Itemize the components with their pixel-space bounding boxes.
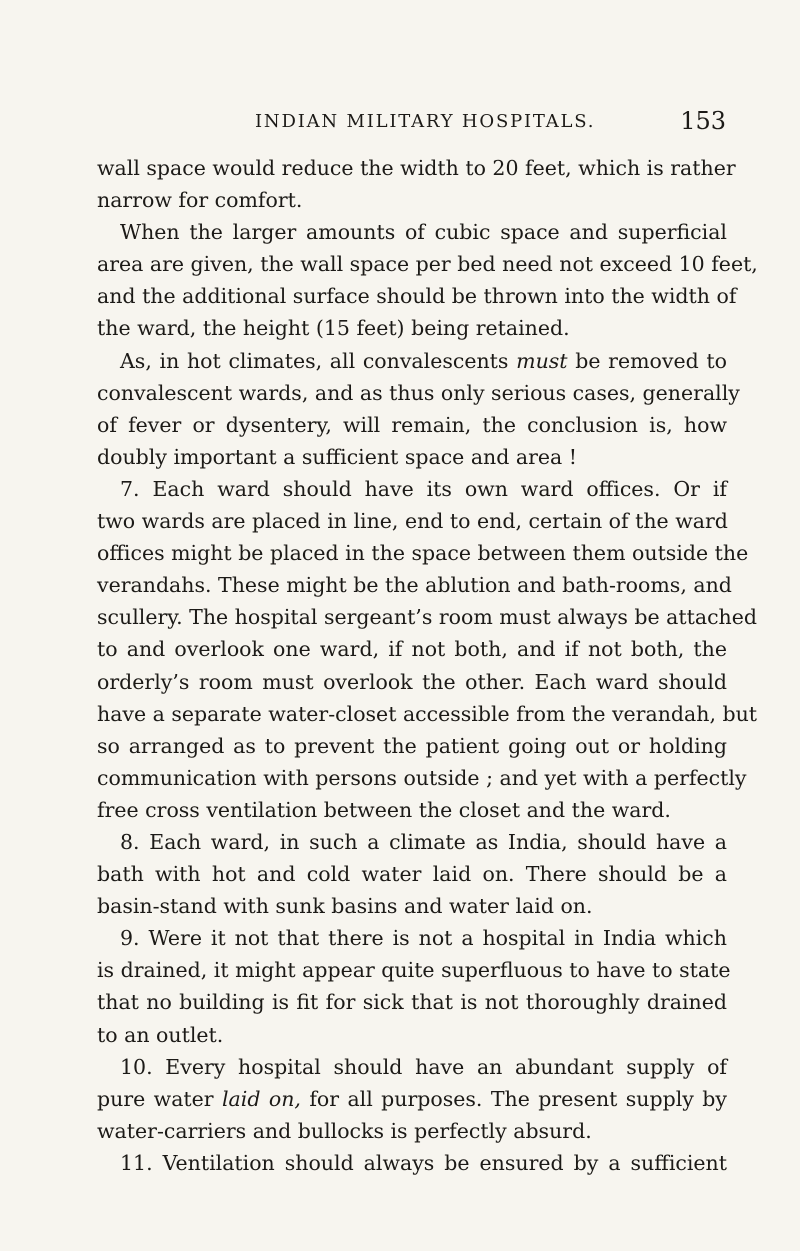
text-line: [97, 1083, 727, 1115]
text-line: communication with persons outside ; and yet with a perfectly: [97, 765, 747, 790]
text-line: 9. Were it not that there is not a hospital in India which: [120, 926, 727, 951]
text-line: area are given, the wall space per bed need not exceed 10 feet,: [97, 252, 758, 277]
text-line: [97, 345, 727, 377]
text-line: 10. Every hospital should have an abundant supply of: [120, 1054, 727, 1079]
text-line: and the additional surface should be thrown into the width of: [97, 284, 737, 309]
text-line: that no building is fit for sick that is not thoroughly drained: [97, 990, 727, 1015]
text-line: is drained, it might appear quite superfluous to have to state: [97, 958, 731, 983]
text-line: 8. Each ward, in such a climate as India, should have a: [120, 829, 727, 854]
running-title: INDIAN MILITARY HOSPITALS.: [255, 111, 596, 132]
text-line: When the larger amounts of cubic space and superficial: [120, 220, 727, 245]
text-line: narrow for comfort.: [97, 188, 303, 213]
text-segment: be removed to: [567, 348, 727, 373]
text-segment: As, in hot climates, all convalescents: [120, 348, 517, 373]
text-line: convalescent wards, and as thus only serious cases, generally: [97, 380, 740, 405]
page-number: 153: [680, 107, 726, 135]
text-line: the ward, the height (15 feet) being retained.: [97, 316, 570, 341]
text-segment: pure water: [97, 1086, 222, 1111]
text-line: water-carriers and bullocks is perfectly absurd.: [97, 1118, 592, 1143]
text-line: have a separate water-closet accessible from the verandah, but: [97, 701, 758, 726]
text-line: scullery. The hospital sergeant’s room must always be attached: [97, 605, 758, 630]
text-line: so arranged as to prevent the patient going out or holding: [97, 733, 727, 758]
italic-text: laid on,: [222, 1086, 301, 1111]
text-line: two wards are placed in line, end to end, certain of the ward: [97, 509, 728, 534]
text-line: offices might be placed in the space between them outside the: [97, 541, 749, 566]
text-line: 11. Ventilation should always be ensured by a sufficient: [120, 1150, 727, 1175]
text-line: verandahs. These might be the ablution and bath-rooms, and: [97, 573, 732, 598]
text-line: bath with hot and cold water laid on. There should be a: [97, 862, 727, 887]
body-text: [97, 152, 758, 1179]
text-line: 7. Each ward should have its own ward offices. Or if: [120, 476, 727, 501]
text-line: free cross ventilation between the closet and the ward.: [97, 797, 671, 822]
text-segment: for all purposes. The present supply by: [300, 1086, 727, 1111]
text-line: basin-stand with sunk basins and water laid on.: [97, 894, 593, 919]
text-line: to and overlook one ward, if not both, and if not both, the: [97, 637, 727, 662]
text-line: doubly important a sufficient space and area !: [97, 444, 578, 469]
page-header: [255, 107, 726, 137]
text-line: wall space would reduce the width to 20 feet, which is rather: [97, 156, 736, 180]
text-line: to an outlet.: [97, 1022, 224, 1047]
text-line: of fever or dysentery, will remain, the conclusion is, how: [97, 412, 727, 437]
italic-text: must: [516, 348, 568, 373]
text-line: orderly’s room must overlook the other. Each ward should: [97, 669, 727, 694]
